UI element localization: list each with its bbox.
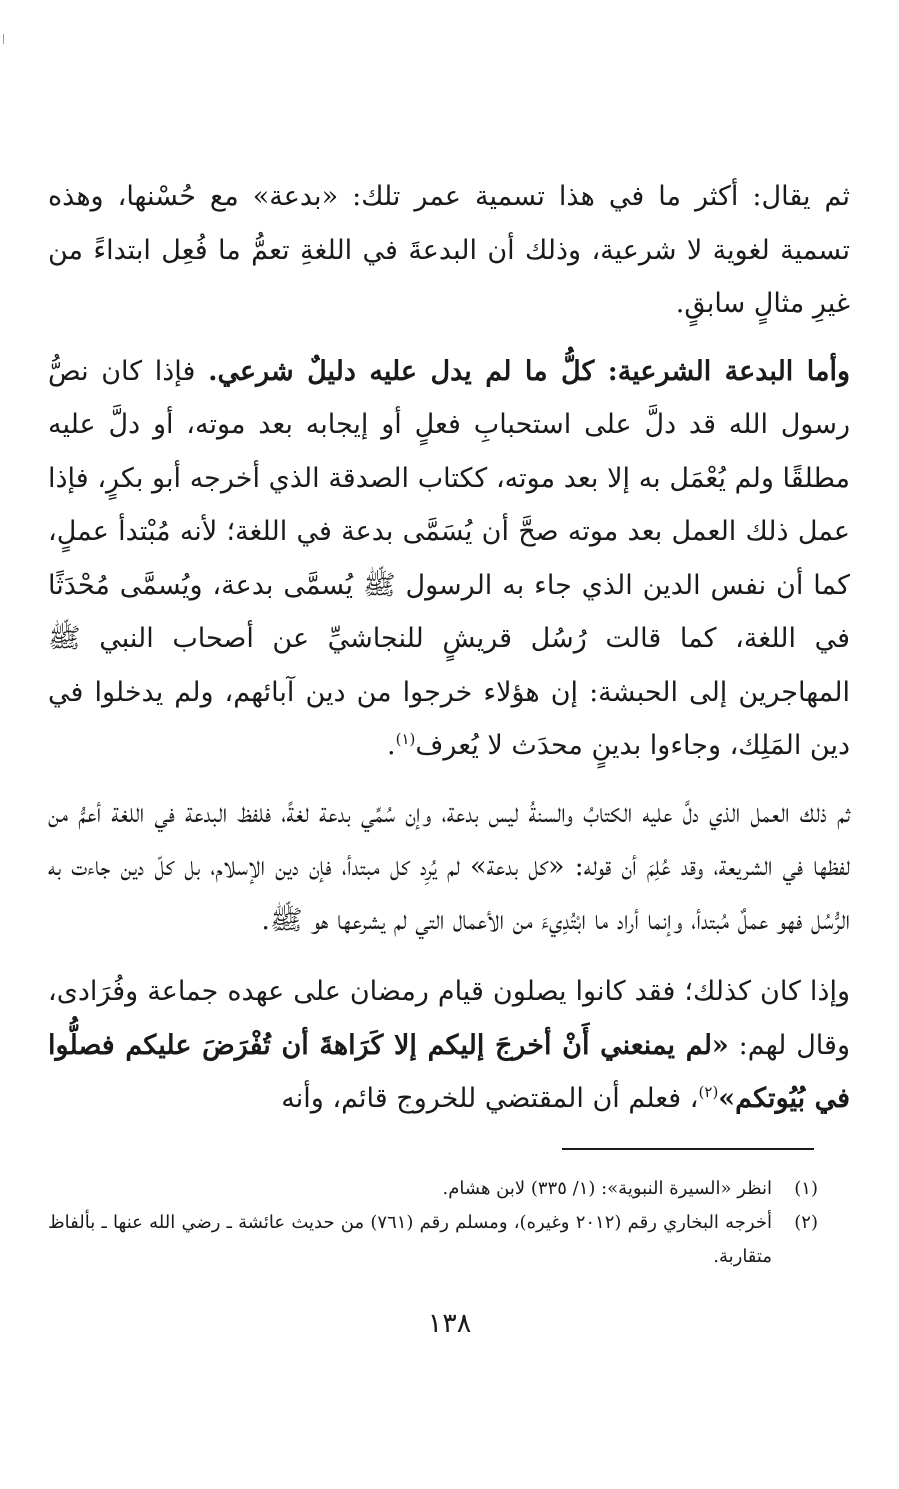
- page-number: ١٣٨: [427, 1308, 472, 1339]
- footnote-ref-2[interactable]: (٢): [698, 1083, 719, 1101]
- footnote-2-number: (٢): [794, 1212, 818, 1233]
- paragraph-4: [48, 965, 850, 1126]
- paragraph-2-end: .: [387, 730, 396, 761]
- footnote-2-text: أخرجه البخاري رقم (٢٠١٢ وغيره)، ومسلم رقم (٧٦١) من حديث عائشة ـ رضي الله عنها ـ بألفاظ متقاربة.: [48, 1212, 772, 1267]
- footnote-1: [48, 1172, 818, 1206]
- paragraph-4-end: ، فعلم أن المقتضي للخروج قائم، وأنه: [281, 1083, 699, 1114]
- paragraph-3: [48, 787, 850, 948]
- paragraph-1-text: ثم يقال: أكثر ما في هذا تسمية عمر تلك: «بدعة» مع حُسْنها، وهذه تسمية لغوية لا شرعية، وذلك أن البدعةَ في اللغةِ تعمُّ ما فُعِل ابتداءً من غيرِ مثالٍ سابقٍ.: [48, 181, 850, 319]
- scan-margin-mark: [3, 34, 4, 44]
- paragraph-2-lead-bold: وأما البدعة الشرعية: كلُّ ما لم يدل عليه دليلٌ شرعي.: [208, 355, 850, 387]
- hadith-quote-bold: «لم يمنعني أَنْ أخرجَ إليكم إلا كَرَاهةَ أن تُفْرَضَ عليكم فصلُّوا في بُيُوتكم»: [48, 1029, 850, 1114]
- paragraph-3-text: ثم ذلك العمل الذي دلَّ عليه الكتابُ والسنةُ ليس بدعة، وإن سُمِّي بدعة لغةً، فلفظ البدعة في اللغة أعمُّ من لفظها في الشريعة، وقد عُلِمَ أن قوله: «كل بدعة» لم يُرِد كل مبتدأ، فإن دين الإسلام، بل كلّ دين جاءت به الرُّسُل فهو عملٌ مُبتدأ، وإنما أراد ما ابْتُدِيءَ من الأعمال التي لم يشرعها هو ﷺ.: [48, 797, 850, 936]
- paragraph-4-text: وإذا كان كذلك؛ فقد كانوا يصلون قيام رمضان على عهده جماعة وفُرَادى، وقال لهم:: [48, 976, 850, 1061]
- footnote-ref-1[interactable]: (١): [395, 730, 416, 748]
- paragraph-1: [48, 170, 850, 331]
- footnote-1-number: (١): [794, 1178, 818, 1199]
- main-text-body: [48, 170, 850, 1126]
- footnote-2: [48, 1206, 818, 1274]
- footnote-1-text: انظر «السيرة النبوية»: (١/ ٣٣٥) لابن هشام.: [442, 1178, 772, 1199]
- paragraph-2: [48, 345, 850, 773]
- footnote-separator: [562, 1148, 814, 1150]
- paragraph-2-text: فإذا كان نصُّ رسول الله قد دلَّ على استحبابِ فعلٍ أو إيجابه بعد موته، أو دلَّ عليه مطلقًا ولم يُعْمَل به إلا بعد موته، ككتاب الصدقة الذي أخرجه أبو بكرٍ، فإذا عمل ذلك العمل بعد موته صحَّ أن يُسَمَّى بدعة في اللغة؛ لأنه مُبْتدأ عملٍ، كما أن نفس الدين الذي جاء به الرسول ﷺ يُسمَّى بدعة، ويُسمَّى مُحْدَثًا في اللغة، كما قالت رُسُل قريشٍ للنجاشيِّ عن أصحاب النبي ﷺ المهاجرين إلى الحبشة: إن هؤلاء خرجوا من دين آبائهم، ولم يدخلوا في دين المَلِك، وجاءوا بدينٍ محدَث لا يُعرف: [48, 355, 850, 761]
- footnotes-section: [48, 1172, 818, 1274]
